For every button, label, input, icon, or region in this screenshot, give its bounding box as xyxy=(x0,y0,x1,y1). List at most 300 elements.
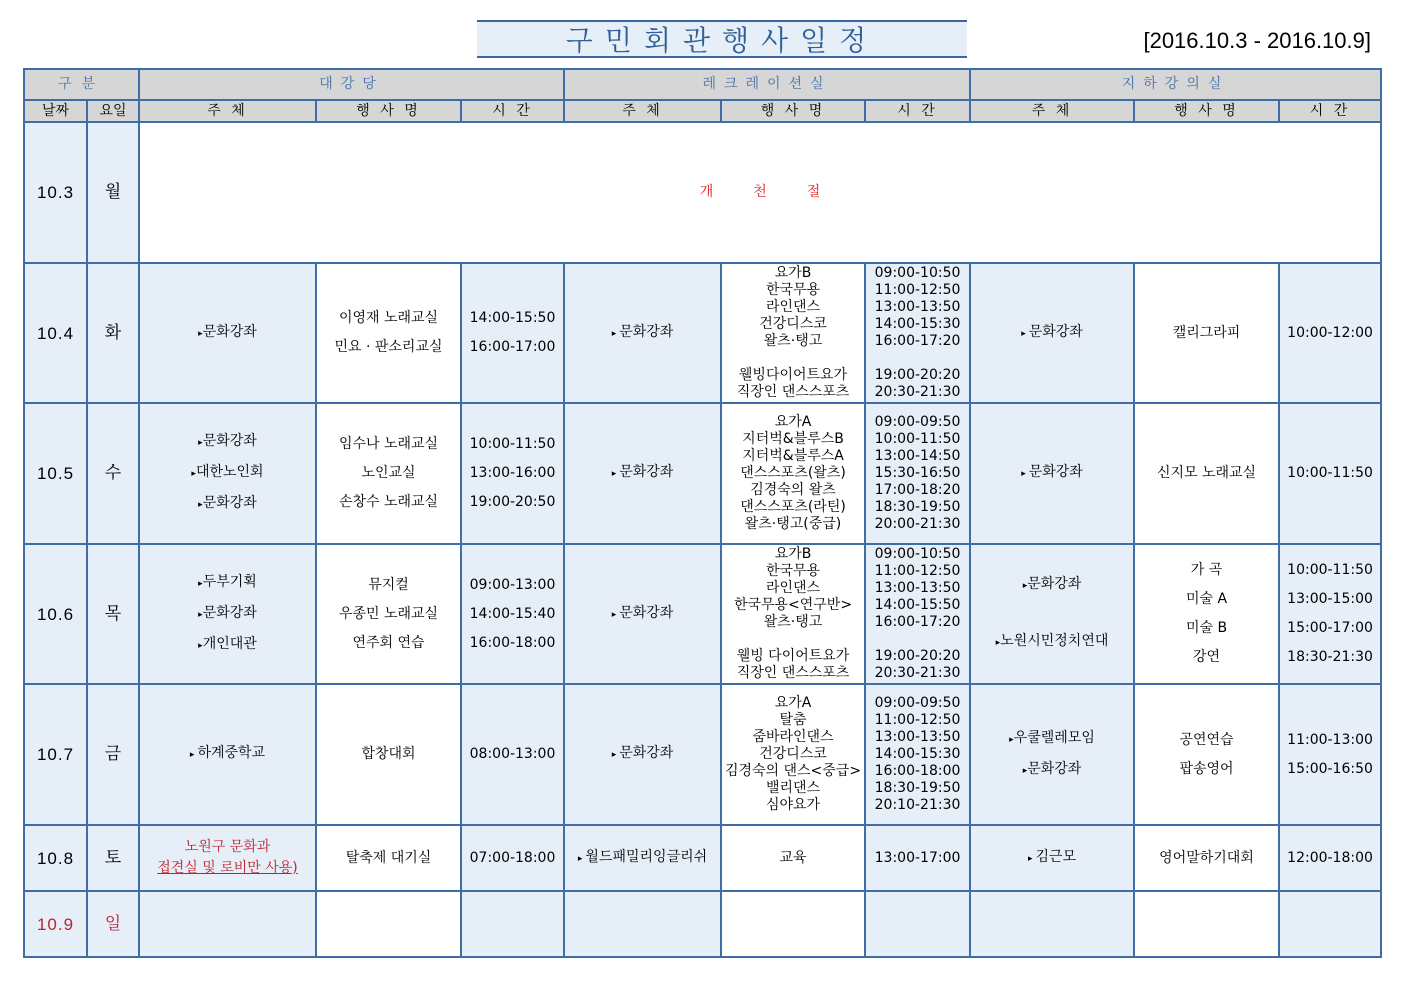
hall-host-cell xyxy=(139,403,316,544)
arrow-icon: ▸ xyxy=(1022,581,1028,591)
weekday-cell: 목 xyxy=(87,544,139,684)
base-time-cell-item: 10:00-11:50 xyxy=(1287,465,1373,481)
arrow-icon: ▸ xyxy=(611,609,617,620)
rec-time-cell-item: 20:30-21:30 xyxy=(874,665,961,681)
rec-event-cell-item: 댄스스포츠(왈츠) xyxy=(740,465,846,481)
base-time-cell xyxy=(1279,825,1381,891)
rec-event-cell-item: 한국무용 xyxy=(765,282,821,298)
rec-time-cell-item: 20:10-21:30 xyxy=(874,797,961,813)
rec-event-cell-item: 직장인 댄스스포츠 xyxy=(736,665,850,681)
hall-time-cell-list xyxy=(462,430,563,517)
rec-host-cell-item xyxy=(565,849,720,868)
rec-time-cell xyxy=(865,403,970,544)
arrow-icon: ▸ xyxy=(1027,853,1033,864)
hall-host-cell-text: 개인대관 xyxy=(202,635,257,652)
rec-event-cell-item: 한국무용<연구반> xyxy=(733,597,853,613)
group-gubun: 구분 xyxy=(24,69,139,100)
header-base-host: 주 체 xyxy=(970,100,1134,122)
base-host-cell-text: 김근모 xyxy=(1035,848,1077,865)
rec-event-cell-list xyxy=(722,414,864,533)
rec-event-cell-item: 왈츠·탱고 xyxy=(763,614,823,630)
date-cell: 10.7 xyxy=(24,684,87,825)
rec-event-cell-item: 댄스스포츠(라틴) xyxy=(740,499,846,515)
date-cell: 10.5 xyxy=(24,403,87,544)
hall-event-cell-item: 노인교실 xyxy=(361,465,416,481)
base-event-cell-list xyxy=(1135,556,1278,672)
rec-time-cell-item: 16:00-17:20 xyxy=(874,333,961,349)
base-host-cell-item xyxy=(971,464,1133,483)
base-time-cell-item: 13:00-15:00 xyxy=(1287,591,1373,607)
base-host-cell xyxy=(970,263,1134,403)
base-event-cell-list xyxy=(1135,726,1278,784)
day-row xyxy=(24,122,1381,263)
rec-time-cell xyxy=(865,544,970,684)
rec-event-cell-list xyxy=(722,265,864,401)
empty-cell xyxy=(721,891,865,957)
hall-event-cell-item: 이영재 노래교실 xyxy=(338,310,439,326)
base-time-cell xyxy=(1279,263,1381,403)
hall-host-cell-text: 문화강좌 xyxy=(202,495,257,511)
rec-event-cell-item: 요가B xyxy=(774,265,812,281)
base-host-cell-item xyxy=(971,730,1133,749)
rec-time-cell-item: 14:00-15:30 xyxy=(874,316,961,332)
hall-time-cell-item: 09:00-13:00 xyxy=(469,576,556,593)
rec-host-cell-list xyxy=(565,605,720,624)
rec-event-cell-item: 요가B xyxy=(774,546,812,562)
hall-time-cell xyxy=(461,544,564,684)
hall-host-cell-text: 대한노인회 xyxy=(195,464,264,480)
rec-time-cell-item: 20:00-21:30 xyxy=(874,516,961,532)
rec-host-cell xyxy=(564,544,721,684)
rec-time-cell-item: 18:30-19:50 xyxy=(874,499,961,515)
base-host-cell-item xyxy=(971,849,1133,868)
arrow-icon: ▸ xyxy=(198,500,203,510)
date-range: [2016.10.3 - 2016.10.9] xyxy=(1143,28,1371,53)
rec-event-cell-list xyxy=(722,695,864,814)
arrow-icon: ▸ xyxy=(198,438,203,448)
hall-event-cell-list xyxy=(317,571,460,658)
weekday-cell: 금 xyxy=(87,684,139,825)
base-host-cell-list xyxy=(971,724,1133,786)
rec-event-cell-item: 건강디스코 xyxy=(759,746,827,762)
base-host-cell-text: 문화강좌 xyxy=(1028,464,1083,480)
rec-time-cell-item: 11:00-12:50 xyxy=(874,712,961,728)
hall-time-cell-item: 14:00-15:50 xyxy=(469,310,556,326)
base-time-cell xyxy=(1279,544,1381,684)
base-host-cell-item xyxy=(971,324,1133,343)
base-event-cell-item: 강연 xyxy=(1192,649,1221,665)
rec-event-cell xyxy=(721,263,865,403)
sub-header-row xyxy=(24,100,1381,122)
hall-event-cell-list xyxy=(317,430,460,517)
rec-event-cell-item: 한국무용 xyxy=(765,563,821,579)
day-row xyxy=(24,684,1381,825)
base-event-cell-item: 팝송영어 xyxy=(1179,760,1234,777)
rec-time-cell-item: 11:00-12:50 xyxy=(874,563,961,579)
base-event-cell-list xyxy=(1135,465,1278,482)
hall-time-cell-list xyxy=(462,746,563,763)
rec-host-cell-text: 문화강좌 xyxy=(619,323,674,340)
hall-time-cell-list xyxy=(462,850,563,867)
base-time-cell-list xyxy=(1280,726,1380,784)
weekday-cell: 월 xyxy=(87,122,139,263)
base-event-cell xyxy=(1134,544,1279,684)
arrow-icon: ▸ xyxy=(1021,328,1026,339)
hall-host-cell-list xyxy=(140,318,315,349)
hall-host-cell-text: 문화강좌 xyxy=(202,433,257,449)
rec-host-cell-text: 문화강좌 xyxy=(619,464,674,480)
hall-time-cell-item: 13:00-16:00 xyxy=(469,465,556,481)
base-event-cell-item: 캘리그라피 xyxy=(1172,324,1241,341)
header-rec-host: 주 체 xyxy=(564,100,721,122)
rec-time-cell-item: 09:00-10:50 xyxy=(874,546,961,562)
rec-event-cell-item: 요가A xyxy=(774,695,812,711)
date-cell: 10.3 xyxy=(24,122,87,263)
empty-cell xyxy=(461,891,564,957)
hall-time-cell xyxy=(461,263,564,403)
hall-time-cell-list xyxy=(462,571,563,658)
weekday-cell: 토 xyxy=(87,825,139,891)
base-host-cell xyxy=(970,403,1134,544)
rec-host-cell xyxy=(564,825,721,891)
hall-time-cell-item: 14:00-15:40 xyxy=(469,605,556,622)
rec-event-cell-item: 웰빙다이어트요가 xyxy=(738,367,848,383)
header-base-time: 시 간 xyxy=(1279,100,1381,122)
rec-event-cell-item xyxy=(722,631,864,648)
base-event-cell-item: 미술 A xyxy=(1185,591,1228,607)
rec-time-cell-item: 13:00-13:50 xyxy=(874,729,961,745)
hall-time-cell xyxy=(461,825,564,891)
rec-host-cell-text: 월드패밀리잉글리쉬 xyxy=(585,848,708,865)
group-basement: 지하강의실 xyxy=(970,69,1381,100)
base-host-cell-item xyxy=(971,576,1133,595)
rec-event-cell-item: 왈츠·탱고(중급) xyxy=(744,516,842,532)
header-base-event: 행 사 명 xyxy=(1134,100,1279,122)
hall-host-note-line: 노원구 문화과 xyxy=(184,839,271,855)
base-host-cell-item xyxy=(971,633,1133,652)
hall-event-cell-item: 합창대회 xyxy=(361,746,416,762)
hall-event-cell-item: 탈축제 대기실 xyxy=(345,849,432,866)
rec-event-cell-list xyxy=(722,546,864,682)
arrow-icon: ▸ xyxy=(1022,765,1028,776)
hall-event-cell xyxy=(316,544,461,684)
arrow-icon: ▸ xyxy=(611,469,617,479)
hall-host-cell-item xyxy=(140,495,315,514)
rec-event-cell-item: 지터벅&블루스B xyxy=(742,431,844,447)
arrow-icon: ▸ xyxy=(995,638,1001,648)
weekday-cell: 수 xyxy=(87,403,139,544)
base-event-cell-list xyxy=(1135,850,1278,867)
rec-time-cell-list xyxy=(866,265,969,401)
header-date: 날짜 xyxy=(24,100,87,122)
rec-time-cell-item: 09:00-10:50 xyxy=(874,265,961,281)
group-rec: 레크레이션실 xyxy=(564,69,970,100)
hall-event-cell-item: 뮤지컬 xyxy=(368,576,409,593)
rec-time-cell-item: 11:00-12:50 xyxy=(874,282,961,298)
base-event-cell xyxy=(1134,825,1279,891)
rec-host-cell-list xyxy=(565,745,720,764)
rec-host-cell-item xyxy=(565,324,720,343)
hall-host-cell-item xyxy=(140,324,315,343)
arrow-icon: ▸ xyxy=(189,750,195,760)
rec-time-cell-item: 16:00-18:00 xyxy=(874,763,961,779)
rec-event-cell xyxy=(721,825,865,891)
base-host-cell-list xyxy=(971,849,1133,868)
rec-time-cell-item: 09:00-09:50 xyxy=(874,695,961,711)
hall-host-cell-text: 문화강좌 xyxy=(202,604,257,621)
base-host-cell-list xyxy=(971,464,1133,483)
empty-cell xyxy=(139,891,316,957)
empty-cell xyxy=(970,891,1134,957)
hall-time-cell-item: 08:00-13:00 xyxy=(469,746,556,762)
day-row xyxy=(24,825,1381,891)
rec-event-cell-item: 건강디스코 xyxy=(759,316,827,332)
rec-event-cell-item: 라인댄스 xyxy=(765,580,821,596)
rec-event-cell-item xyxy=(722,350,864,367)
header-hall-time: 시 간 xyxy=(461,100,564,122)
rec-host-cell-item xyxy=(565,745,720,764)
base-event-cell-item: 영어말하기대회 xyxy=(1159,849,1254,866)
header-hall-host: 주 체 xyxy=(139,100,316,122)
base-host-cell xyxy=(970,684,1134,825)
arrow-icon: ▸ xyxy=(577,853,583,864)
hall-host-cell xyxy=(139,684,316,825)
hall-event-cell-item: 연주회 연습 xyxy=(352,634,425,651)
rec-time-cell-item: 14:00-15:30 xyxy=(874,746,961,762)
hall-host-cell-list xyxy=(140,745,315,764)
arrow-icon: ▸ xyxy=(198,640,203,651)
rec-time-cell xyxy=(865,825,970,891)
base-host-cell-list xyxy=(971,324,1133,343)
rec-event-cell-item: 김경숙의 댄스<중급> xyxy=(724,763,862,779)
base-event-cell-list xyxy=(1135,325,1278,342)
rec-host-cell xyxy=(564,403,721,544)
rec-time-cell-item: 09:00-09:50 xyxy=(874,414,961,430)
hall-time-cell-list xyxy=(462,304,563,362)
rec-event-cell-item: 왈츠·탱고 xyxy=(763,333,823,349)
hall-host-cell-item xyxy=(140,636,315,655)
rec-event-cell-item: 줌바라인댄스 xyxy=(752,729,834,745)
base-time-cell-item: 10:00-12:00 xyxy=(1287,324,1373,341)
rec-time-cell-item: 20:30-21:30 xyxy=(874,384,961,400)
rec-time-cell xyxy=(865,684,970,825)
group-hall: 대강당 xyxy=(139,69,564,100)
rec-time-cell-item: 19:00-20:20 xyxy=(874,648,961,664)
hall-time-cell xyxy=(461,403,564,544)
rec-event-cell-item: 웰빙 다이어트요가 xyxy=(736,648,850,664)
page-title: 구민회관행사일정 xyxy=(477,20,967,58)
hall-event-cell-item: 우종민 노래교실 xyxy=(338,605,439,622)
base-host-cell xyxy=(970,544,1134,684)
empty-cell xyxy=(316,891,461,957)
hall-event-cell xyxy=(316,684,461,825)
hall-host-cell-text: 두부기획 xyxy=(202,573,257,590)
base-time-cell-item: 15:00-17:00 xyxy=(1287,620,1373,636)
arrow-icon: ▸ xyxy=(198,578,203,589)
base-host-cell-list xyxy=(971,570,1133,658)
hall-host-cell-item xyxy=(140,574,315,593)
hall-event-cell-item: 임수나 노래교실 xyxy=(338,436,439,452)
hall-time-cell-item: 19:00-20:50 xyxy=(469,494,556,510)
hall-host-cell xyxy=(139,544,316,684)
base-event-cell-item: 가 곡 xyxy=(1190,562,1223,578)
rec-event-cell-item: 직장인 댄스스포츠 xyxy=(736,384,850,400)
rec-time-cell-item: 19:00-20:20 xyxy=(874,367,961,383)
rec-event-cell-item: 교육 xyxy=(779,849,807,866)
rec-host-cell-list xyxy=(565,849,720,868)
rec-time-cell-item: 16:00-17:20 xyxy=(874,614,961,630)
hall-host-cell-text: 하계중학교 xyxy=(197,745,266,761)
arrow-icon: ▸ xyxy=(611,328,617,339)
base-event-cell-item: 공연연습 xyxy=(1179,731,1234,748)
hall-time-cell xyxy=(461,684,564,825)
rec-time-cell-list xyxy=(866,546,969,682)
base-host-cell xyxy=(970,825,1134,891)
base-time-cell-list xyxy=(1280,556,1380,672)
rec-event-cell xyxy=(721,403,865,544)
hall-event-cell xyxy=(316,403,461,544)
day-row xyxy=(24,263,1381,403)
rec-host-cell xyxy=(564,684,721,825)
empty-cell xyxy=(865,891,970,957)
rec-event-cell-item: 라인댄스 xyxy=(765,299,821,315)
rec-time-cell-item: 17:00-18:20 xyxy=(874,482,961,498)
arrow-icon: ▸ xyxy=(1021,469,1026,479)
hall-host-note xyxy=(140,837,315,879)
rec-host-cell-text: 문화강좌 xyxy=(619,604,674,621)
arrow-icon: ▸ xyxy=(611,750,617,760)
base-event-cell-item: 신지모 노래교실 xyxy=(1156,465,1257,481)
rec-event-cell xyxy=(721,544,865,684)
rec-time-cell-item: 13:00-14:50 xyxy=(874,448,961,464)
base-time-cell-list xyxy=(1280,325,1380,342)
rec-time-cell-item: 10:00-11:50 xyxy=(874,431,961,447)
rec-host-cell-item xyxy=(565,605,720,624)
base-time-cell-item: 10:00-11:50 xyxy=(1287,562,1373,578)
rec-event-cell xyxy=(721,684,865,825)
group-header-row xyxy=(24,69,1381,100)
base-event-cell-item: 미술 B xyxy=(1185,620,1228,636)
hall-event-cell-item: 손창수 노래교실 xyxy=(338,494,439,510)
rec-time-cell-item: 18:30-19:50 xyxy=(874,780,961,796)
base-event-cell xyxy=(1134,263,1279,403)
rec-host-cell-list xyxy=(565,464,720,483)
hall-host-cell-item xyxy=(140,745,315,764)
arrow-icon: ▸ xyxy=(191,469,196,479)
base-time-cell-list xyxy=(1280,465,1380,482)
hall-host-cell-text: 문화강좌 xyxy=(202,323,257,340)
header-weekday: 요일 xyxy=(87,100,139,122)
arrow-icon: ▸ xyxy=(198,328,203,339)
base-host-cell-text: 우쿨렐레모임 xyxy=(1013,729,1095,746)
hall-event-cell-item: 민요 · 판소리교실 xyxy=(334,339,443,355)
empty-cell xyxy=(1134,891,1279,957)
rec-time-cell xyxy=(865,263,970,403)
rec-host-cell xyxy=(564,263,721,403)
empty-cell xyxy=(564,891,721,957)
base-host-cell-text: 문화강좌 xyxy=(1028,323,1083,340)
rec-event-cell-item: 탈춤 xyxy=(779,712,807,728)
rec-host-cell-text: 문화강좌 xyxy=(619,745,674,761)
rec-time-cell-item: 13:00-13:50 xyxy=(874,299,961,315)
weekday-cell: 일 xyxy=(87,891,139,957)
base-event-cell xyxy=(1134,684,1279,825)
hall-event-cell-list xyxy=(317,746,460,763)
date-cell: 10.6 xyxy=(24,544,87,684)
base-host-cell-text: 문화강좌 xyxy=(1027,760,1082,777)
rec-event-cell-item: 밸리댄스 xyxy=(765,780,821,796)
day-row xyxy=(24,891,1381,957)
rec-time-cell-item: 13:00-13:50 xyxy=(874,580,961,596)
base-host-cell-text: 문화강좌 xyxy=(1027,576,1082,592)
rec-time-cell-item xyxy=(866,350,969,367)
hall-host-cell-list xyxy=(140,568,315,661)
rec-time-cell-item: 14:00-15:50 xyxy=(874,597,961,613)
rec-event-cell-item: 김경숙의 왈츠 xyxy=(750,482,836,498)
header-hall-event: 행 사 명 xyxy=(316,100,461,122)
hall-event-cell xyxy=(316,825,461,891)
hall-host-cell xyxy=(139,263,316,403)
rec-host-cell-item xyxy=(565,464,720,483)
base-time-cell xyxy=(1279,403,1381,544)
hall-host-cell-item xyxy=(140,433,315,452)
rec-time-cell-item: 13:00-17:00 xyxy=(874,849,961,866)
date-cell: 10.9 xyxy=(24,891,87,957)
empty-cell xyxy=(1279,891,1381,957)
rec-event-cell-item: 심야요가 xyxy=(765,797,821,813)
rec-time-cell-list xyxy=(866,695,969,814)
schedule-table xyxy=(23,68,1382,958)
base-time-cell-item: 11:00-13:00 xyxy=(1287,731,1373,748)
header-rec-event: 행 사 명 xyxy=(721,100,865,122)
arrow-icon: ▸ xyxy=(198,609,203,620)
rec-time-cell-list xyxy=(866,850,969,867)
hall-time-cell-item: 07:00-18:00 xyxy=(469,849,556,866)
rec-event-cell-item: 지터벅&블루스A xyxy=(742,448,844,464)
hall-host-cell xyxy=(139,825,316,891)
rec-event-cell-item: 요가A xyxy=(774,414,812,430)
hall-event-cell xyxy=(316,263,461,403)
date-cell: 10.8 xyxy=(24,825,87,891)
arrow-icon: ▸ xyxy=(1009,734,1014,745)
hall-host-cell-item xyxy=(140,464,315,483)
base-time-cell-list xyxy=(1280,850,1380,867)
rec-host-cell-list xyxy=(565,324,720,343)
hall-host-cell-list xyxy=(140,427,315,520)
hall-event-cell-list xyxy=(317,304,460,362)
base-time-cell-item: 15:00-16:50 xyxy=(1287,760,1373,777)
rec-time-cell-item xyxy=(866,631,969,648)
rec-time-cell-list xyxy=(866,414,969,533)
hall-host-note-line: 접견실 및 로비만 사용) xyxy=(157,860,298,876)
base-time-cell-item: 12:00-18:00 xyxy=(1287,849,1373,866)
base-time-cell xyxy=(1279,684,1381,825)
day-row xyxy=(24,403,1381,544)
base-time-cell-item: 18:30-21:30 xyxy=(1287,649,1373,665)
hall-time-cell-item: 16:00-18:00 xyxy=(469,634,556,651)
hall-event-cell-list xyxy=(317,850,460,867)
rec-time-cell-item: 15:30-16:50 xyxy=(874,465,961,481)
base-host-cell-item xyxy=(971,761,1133,780)
base-host-cell-text: 노원시민정치연대 xyxy=(1000,633,1109,649)
date-cell: 10.4 xyxy=(24,263,87,403)
hall-time-cell-item: 10:00-11:50 xyxy=(469,436,556,452)
hall-host-cell-item xyxy=(140,605,315,624)
holiday-banner: 개천절 xyxy=(139,122,1381,263)
weekday-cell: 화 xyxy=(87,263,139,403)
base-event-cell xyxy=(1134,403,1279,544)
header-rec-time: 시 간 xyxy=(865,100,970,122)
